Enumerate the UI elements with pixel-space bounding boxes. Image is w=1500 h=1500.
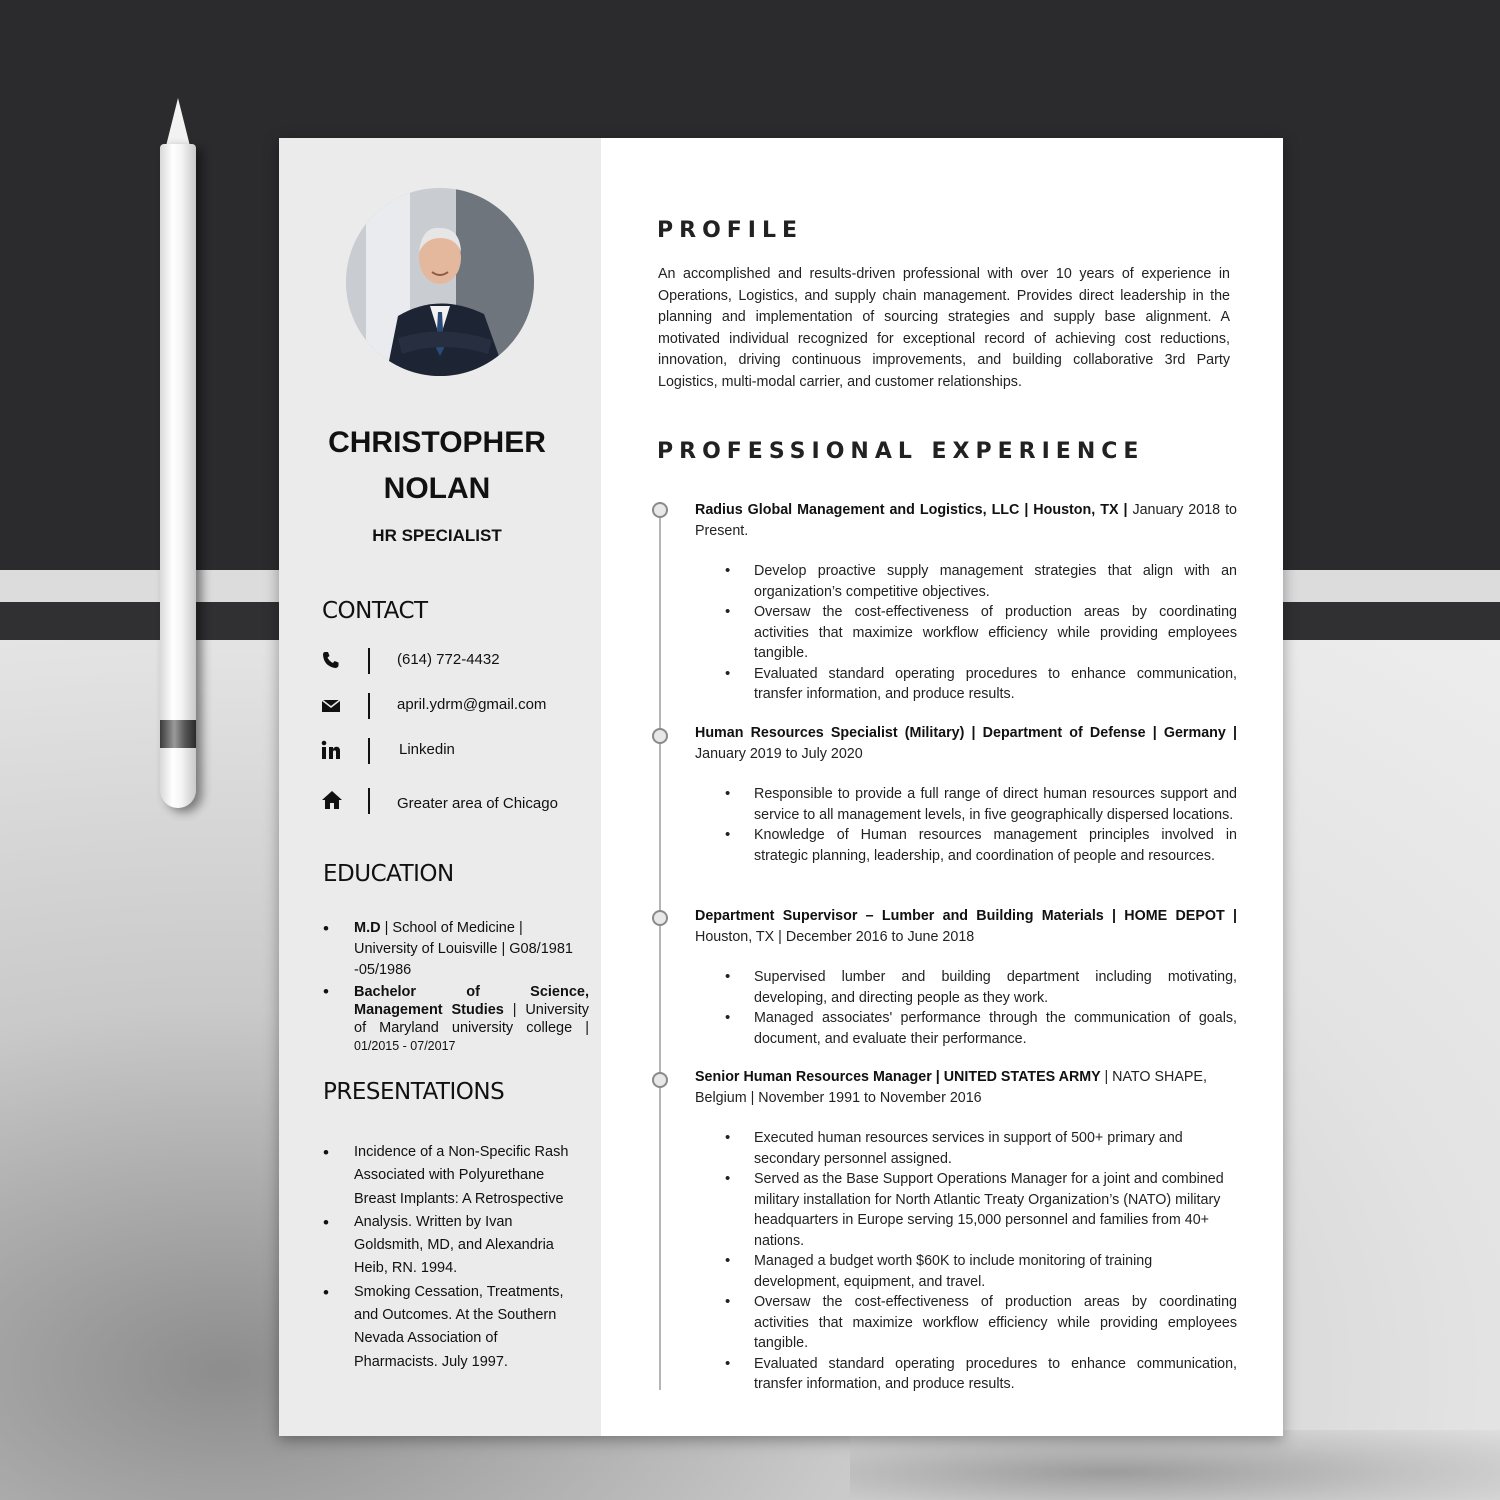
phone-number: (614) 772-4432 (397, 651, 500, 668)
email-address[interactable]: april.ydrm@gmail.com (397, 696, 547, 713)
job-bullet: • Oversaw the cost-effectiveness of production areas by coordinating activities that maximize workflow efficiency while providing employees tangible. (695, 602, 1237, 664)
job-title: Senior Human Resources Manager | UNITED STATES ARMY (695, 1069, 1105, 1085)
job-bullets (695, 784, 1237, 866)
job-dates: Houston, TX | December 2016 to June 2018 (695, 928, 975, 945)
job-header (695, 500, 1237, 541)
divider (368, 788, 370, 814)
portrait-image (346, 188, 534, 376)
stylus-pencil (158, 98, 198, 808)
pencil-band (160, 720, 196, 748)
job-bullets (695, 1128, 1237, 1395)
job-bullets (695, 967, 1237, 1049)
contact-heading: CONTACT (322, 598, 428, 624)
job-dates: January 2018 to Present. (695, 502, 1237, 539)
job-bullets (695, 561, 1237, 705)
name-first: CHRISTOPHER (328, 426, 546, 459)
contact-location (321, 788, 591, 816)
degree-detail: | School of Medicine | University of Louisville | G08/1981 -05/1986 (354, 920, 573, 978)
education-item (313, 983, 589, 1050)
candidate-name (279, 420, 595, 512)
job-bullet: • Oversaw the cost-effectiveness of production areas by coordinating activities that maximize workflow efficiency while providing employees tangible. (695, 1292, 1237, 1354)
profile-photo (346, 188, 534, 376)
education-item (313, 918, 589, 981)
linkedin-icon (321, 740, 345, 764)
degree-dates: 01/2015 - 07/2017 (354, 1039, 456, 1050)
presentations-heading: PRESENTATIONS (323, 1079, 505, 1105)
job-bullet: • Knowledge of Human resources management principles involved in strategic planning, leadership, and coordination of people and resources. (695, 825, 1237, 866)
linkedin-link[interactable]: Linkedin (399, 741, 455, 758)
location-text: Greater area of Chicago (397, 795, 558, 812)
envelope-icon (321, 695, 345, 719)
education-section (279, 918, 601, 1050)
job-bullet: • Executed human resources services in support of 500+ primary and secondary personnel assigned. (695, 1128, 1237, 1169)
profile-summary: An accomplished and results-driven professional with over 10 years of experience in Operations, Logistics, and supply chain management. Provides direct leadership in the planning and implementation of sourcing strategies and supply base alignment. A motivated individual recognized for exceptional record of achieving cost reductions, innovation, driving continuous improvements, and building collaborative 3rd Party Logistics, multi-modal carrier, and customer relationships. (658, 266, 1230, 390)
presentation-item: • Incidence of a Non-Specific Rash Associated with Polyurethane Breast Implants: A Retrospective (313, 1141, 583, 1211)
job-bullet: • Managed associates' performance through the communication of goals, document, and evaluate their performance. (695, 1008, 1237, 1049)
job-bullet: • Managed a budget worth $60K to include monitoring of training development, equipment, and travel. (695, 1251, 1237, 1292)
job-bullet: • Develop proactive supply management strategies that align with an organization’s competitive objectives. (695, 561, 1237, 602)
job-dates: January 2019 to July 2020 (695, 745, 863, 762)
presentation-item: • Analysis. Written by Ivan Goldsmith, MD, and Alexandria Heib, RN. 1994. (313, 1211, 583, 1281)
home-icon (321, 790, 345, 814)
background-marble-blot (850, 1430, 1500, 1500)
job-entry (695, 906, 1237, 1049)
job-header (695, 906, 1237, 947)
contact-email (321, 693, 591, 721)
name-last: NOLAN (383, 472, 491, 505)
job-title: Department Supervisor – Lumber and Building Materials | HOME DEPOT | (695, 908, 1237, 924)
timeline-dot (652, 728, 668, 744)
job-bullet: • Supervised lumber and building department including motivating, developing, and directing people as they work. (695, 967, 1237, 1008)
profile-heading: PROFILE (657, 218, 804, 243)
resume-page (279, 138, 1283, 1436)
divider (368, 693, 370, 719)
contact-linkedin (321, 738, 591, 766)
pencil-body (160, 144, 196, 808)
divider (368, 738, 370, 764)
education-heading: EDUCATION (323, 861, 454, 887)
job-entry (695, 500, 1237, 705)
job-title: Human Resources Specialist (Military) | Department of Defense | Germany | (695, 725, 1237, 741)
timeline-dot (652, 910, 668, 926)
job-bullet: • Responsible to provide a full range of direct human resources support and service to all management levels, in five geographically dispersed locations. (695, 784, 1237, 825)
phone-icon (321, 650, 345, 674)
timeline-line (659, 510, 661, 1390)
experience-heading: PROFESSIONAL EXPERIENCE (657, 439, 1145, 464)
timeline-dot (652, 1072, 668, 1088)
job-bullet: • Evaluated standard operating procedures to enhance communication, transfer information, and produce results. (695, 1354, 1237, 1395)
job-bullet: • Evaluated standard operating procedures to enhance communication, transfer information, and produce results. (695, 664, 1237, 705)
job-header (695, 1067, 1237, 1108)
degree-detail: | University of Maryland university college | (354, 1002, 589, 1036)
resume-sidebar (279, 138, 601, 1436)
presentations-list (313, 1141, 583, 1374)
presentation-item: • Smoking Cessation, Treatments, and Outcomes. At the Southern Nevada Association of Pharmacists. July 1997. (313, 1281, 583, 1374)
job-header (695, 723, 1237, 764)
degree-title: Bachelor of Science, Management Studies (354, 984, 589, 1018)
job-bullet: • Served as the Base Support Operations Manager for a joint and combined military installation for North Atlantic Treaty Organization’s (NATO) military headquarters in Europe serving 15,000 personnel and families from 40+ nations. (695, 1169, 1237, 1251)
divider (368, 648, 370, 674)
job-entry (695, 723, 1237, 866)
education-list (313, 918, 589, 1050)
candidate-role: HR SPECIALIST (372, 526, 502, 545)
job-title: Radius Global Management and Logistics, LLC | Houston, TX | (695, 502, 1133, 518)
timeline-dot (652, 502, 668, 518)
pencil-tip (166, 98, 190, 146)
contact-phone (321, 648, 591, 676)
job-entry (695, 1067, 1237, 1395)
degree-title: M.D (354, 920, 381, 936)
job-dates: | NATO SHAPE, Belgium | November 1991 to November 2016 (695, 1069, 1207, 1106)
